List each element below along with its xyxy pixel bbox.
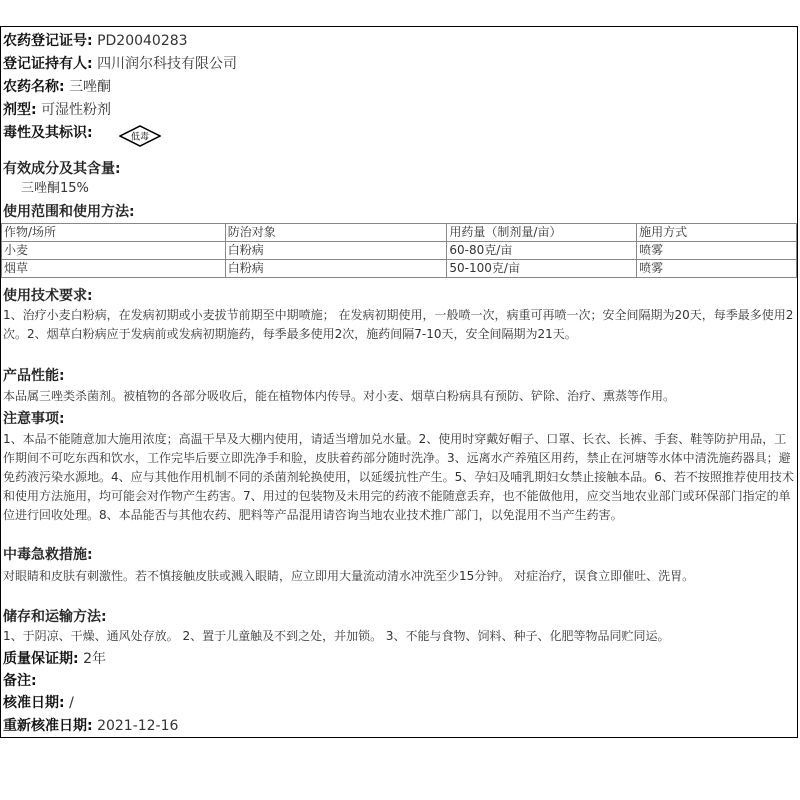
remark-row [3,671,37,691]
storage-label: 储存和运输方法: [3,609,107,625]
first-aid-text: 对眼睛和皮肤有刺激性。若不慎接触皮肤或溅入眼睛，应立即用大量流动清水冲洗至少15分钟。 对症治疗，误食立即催吐、洗胃。 [3,569,695,583]
registration-number-value: PD20040283 [97,33,188,49]
warranty-row [3,649,106,669]
usage-table [1,223,797,278]
table-row [2,242,797,260]
approval-date-value: / [69,695,74,711]
usage-cell-target: 白粉病 [225,242,447,260]
formulation-value: 可湿性粉剂 [41,102,112,118]
reapproval-date-label: 重新核准日期: [3,718,93,734]
performance-text: 本品属三唑类杀菌剂。被植物的各部分吸收后，能在植物体内传导。对小麦、烟草白粉病具有预防、铲除、治疗、熏蒸等作用。 [3,389,676,403]
usage-cell-target: 白粉病 [225,260,447,278]
storage-text: 1、于阴凉、干燥、通风处存放。 2、置于儿童触及不到之处，并加锁。 3、不能与食物、饲料、种子、化肥等物品同贮同运。 [3,629,670,643]
pesticide-name-value: 三唑酮 [69,79,112,95]
ingredient-value: 三唑酮15% [21,181,89,196]
performance-label: 产品性能: [3,368,65,384]
warranty-label: 质量保证期: [3,651,79,667]
first-aid-label: 中毒急救措施: [3,547,93,563]
approval-date-row [3,693,74,713]
pesticide-name-row [3,77,111,97]
usage-cell-crop: 烟草 [2,260,226,278]
registration-number-label: 农药登记证号: [3,33,93,49]
ingredient-label: 有效成分及其含量: [3,161,121,177]
usage-cell-method: 喷雾 [637,260,797,278]
approval-date-label: 核准日期: [3,695,65,711]
precautions-label: 注意事项: [3,411,65,427]
usage-header-target: 防治对象 [225,224,447,242]
usage-header-dosage: 用药量（制剂量/亩） [447,224,637,242]
usage-cell-dosage: 60-80克/亩 [447,242,637,260]
usage-cell-method: 喷雾 [637,242,797,260]
tech-requirements-text: 1、治疗小麦白粉病，在发病初期或小麦拔节前期至中期喷施； 在发病初期使用，一般喷一次，病重可再喷一次；安全间隔期为20天，每季最多使用2次。2、烟草白粉病应于发病前或发病初期施药，每季最多使用2次，施药间隔7-10天，安全间隔期为21天。 [3,308,794,341]
holder-row [3,54,237,74]
table-row [2,260,797,278]
pesticide-name-label: 农药名称: [3,79,65,95]
label-sheet [0,26,798,738]
toxicity-row [3,123,93,143]
formulation-row [3,100,111,120]
holder-value: 四川润尔科技有限公司 [97,56,238,72]
toxicity-label: 毒性及其标识: [3,125,93,141]
holder-label: 登记证持有人: [3,56,93,72]
precautions-text: 1、本品不能随意加大施用浓度；高温干旱及大棚内使用，请适当增加兑水量。2、使用时穿戴好帽子、口罩、长衣、长裤、手套、鞋等防护用品，工作期间不可吃东西和饮水，工作完毕后要立即洗净手和脸，皮肤着药部分随时洗净。3、远离水产养殖区用药，禁止在河塘等水体中清洗施药器具；避免药液污染水源地。4、应与其他作用机制不同的杀菌剂轮换使用，以延缓抗性产生。5、孕妇及哺乳期妇女禁止接触本品。6、若不按照推荐使用技术和使用方法施用，均可能会对作物产生药害。7、用过的包装物及未用完的药液不能随意丢弃，也不能做他用，应交当地农业部门或环保部门指定的单位进行回收处理。8、本品能否与其他农药、肥料等产品混用请咨询当地农业技术推广部门，以免混用不当产生药害。 [3,432,794,522]
usage-cell-dosage: 50-100克/亩 [447,260,637,278]
tech-requirements-label: 使用技术要求: [3,288,93,304]
warranty-value: 2年 [83,651,106,667]
reapproval-date-row [3,716,178,736]
usage-label: 使用范围和使用方法: [3,204,135,220]
usage-header-method: 施用方式 [637,224,797,242]
usage-cell-crop: 小麦 [2,242,226,260]
formulation-label: 剂型: [3,102,37,118]
remark-label: 备注: [3,673,37,689]
usage-table-header-row [2,224,797,242]
registration-number-row [3,31,188,51]
low-toxicity-icon [119,125,161,147]
reapproval-date-value: 2021-12-16 [97,718,179,734]
low-toxicity-text: 低毒 [130,132,150,143]
usage-header-crop: 作物/场所 [2,224,226,242]
